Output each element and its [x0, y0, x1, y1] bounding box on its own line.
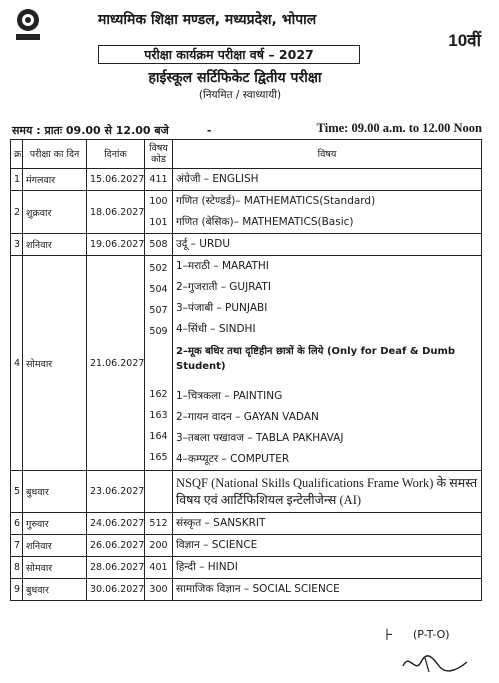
subject-code: 411	[149, 174, 168, 185]
subject-name: हिन्दी – HINDI	[176, 561, 238, 573]
subject-code: 507	[149, 305, 168, 316]
cell-code	[145, 535, 173, 557]
subject-name: गणित (बेसिक)– MATHEMATICS(Basic)	[176, 216, 354, 228]
cell-no: 6	[11, 513, 23, 535]
cell-no: 5	[11, 471, 23, 513]
subject-name: सामाजिक विज्ञान – SOCIAL SCIENCE	[176, 583, 340, 595]
cell-date: 26.06.2027	[87, 535, 145, 557]
cell-date: 30.06.2027	[87, 579, 145, 601]
subject-name: 1–चित्रकला – PAINTING	[176, 390, 283, 402]
cell-date: 18.06.2027	[87, 191, 145, 234]
col-header-code: विषय कोड	[145, 140, 173, 169]
cell-day: मंगलवार	[23, 169, 87, 191]
subject-code: 401	[149, 562, 168, 573]
subject-name: 2–गायन वादन – GAYAN VADAN	[176, 411, 319, 423]
table-row	[11, 579, 482, 601]
subject-code: 163	[149, 410, 168, 421]
cell-day: शनिवार	[23, 535, 87, 557]
subject-name: 1–मराठी – MARATHI	[176, 260, 269, 272]
col-header-subject: विषय	[173, 140, 482, 169]
subject-code: 200	[149, 540, 168, 551]
subject-name: NSQF (National Skills Qualifications Frame Work) के समस्त विषय एवं आर्टिफिशियल इन्टेलीजेन्स (AI)	[176, 475, 478, 507]
table-row	[11, 513, 482, 535]
subject-name: विज्ञान – SCIENCE	[176, 539, 258, 551]
cell-subject	[173, 557, 482, 579]
cell-date: 28.06.2027	[87, 557, 145, 579]
cell-no: 1	[11, 169, 23, 191]
cell-day: बुधवार	[23, 471, 87, 513]
cell-code	[145, 191, 173, 234]
cell-subject	[173, 535, 482, 557]
cell-date: 23.06.2027	[87, 471, 145, 513]
subject-code: 508	[149, 239, 168, 250]
special-note: 2–मूक बधिर तथा दृष्टिहीन छात्रों के लिये (Only for Deaf & Dumb Student)	[176, 346, 456, 372]
cell-no: 7	[11, 535, 23, 557]
subject-code: 504	[149, 284, 168, 295]
time-english: Time: 09.00 a.m. to 12.00 Noon	[316, 121, 482, 135]
subject-code	[148, 363, 169, 384]
exam-subtitle: हाईस्कूल सर्टिफिकेट द्वितीय परीक्षा	[148, 70, 322, 86]
cell-subject	[173, 579, 482, 601]
subject-name: 2–गुजराती – GUJRATI	[176, 281, 271, 293]
cell-day: सोमवार	[23, 557, 87, 579]
subject-code	[148, 342, 169, 363]
subject-name: अंग्रेजी – ENGLISH	[176, 173, 259, 185]
cell-date: 24.06.2027	[87, 513, 145, 535]
subject-name: उर्दू – URDU	[176, 238, 231, 250]
cell-date: 19.06.2027	[87, 234, 145, 256]
table-header-row	[11, 140, 482, 169]
cell-subject	[173, 471, 482, 513]
subject-code: 162	[149, 389, 168, 400]
subject-name: 3–तबला पखावज – TABLA PAKHAVAJ	[176, 432, 344, 444]
cell-subject	[173, 256, 482, 471]
cell-subject	[173, 234, 482, 256]
table-row	[11, 471, 482, 513]
subject-code: 300	[149, 584, 168, 595]
subject-code: 502	[149, 263, 168, 274]
table-row	[11, 191, 482, 234]
cell-date: 15.06.2027	[87, 169, 145, 191]
cell-day: शुक्रवार	[23, 191, 87, 234]
subject-code: 164	[149, 431, 168, 442]
cell-code	[145, 579, 173, 601]
subject-code	[148, 481, 169, 502]
cell-subject	[173, 169, 482, 191]
table-row	[11, 535, 482, 557]
cell-no: 2	[11, 191, 23, 234]
cell-code	[145, 256, 173, 471]
subject-name: 4–कम्प्यूटर – COMPUTER	[176, 453, 290, 465]
board-name: माध्यमिक शिक्षा मण्डल, मध्यप्रदेश, भोपाल	[98, 12, 317, 28]
cell-code	[145, 557, 173, 579]
col-header-date: दिनांक	[87, 140, 145, 169]
cell-code	[145, 513, 173, 535]
table-row	[11, 256, 482, 471]
subject-code: 100	[149, 196, 168, 207]
subject-name: 4–सिंधी – SINDHI	[176, 323, 256, 335]
subject-name: गणित (स्टेण्डर्ड)– MATHEMATICS(Standard)	[176, 195, 376, 207]
cell-day: सोमवार	[23, 256, 87, 471]
subject-name: 3–पंजाबी – PUNJABI	[176, 302, 268, 314]
subject-code: 165	[149, 452, 168, 463]
subject-code: 512	[149, 518, 168, 529]
cell-no: 9	[11, 579, 23, 601]
cell-day: बुधवार	[23, 579, 87, 601]
table-row	[11, 557, 482, 579]
col-header-no: क्र.	[11, 140, 23, 169]
cell-code	[145, 234, 173, 256]
pto-text: (P-T-O)	[413, 628, 450, 641]
cell-no: 3	[11, 234, 23, 256]
subject-name: संस्कृत – SANSKRIT	[176, 517, 266, 529]
cell-code	[145, 471, 173, 513]
cell-no: 8	[11, 557, 23, 579]
table-row	[11, 234, 482, 256]
cell-day: गुरुवार	[23, 513, 87, 535]
exam-programme-title: परीक्षा कार्यक्रम परीक्षा वर्ष – 2027	[98, 45, 360, 64]
cell-no: 4	[11, 256, 23, 471]
cell-subject	[173, 513, 482, 535]
col-header-day: परीक्षा का दिन	[23, 140, 87, 169]
handwritten-mark: ⊦	[385, 625, 394, 644]
cell-day: शनिवार	[23, 234, 87, 256]
exam-schedule-table	[10, 139, 482, 601]
subject-code: 101	[149, 217, 168, 228]
board-logo-icon	[14, 8, 42, 42]
cell-date: 21.06.2027	[87, 256, 145, 471]
cell-subject	[173, 191, 482, 234]
signature-icon	[395, 622, 485, 680]
cell-code	[145, 169, 173, 191]
subject-code: 509	[149, 326, 168, 337]
time-hindi: समय : प्रातः 09.00 से 12.00 बजे -	[12, 124, 212, 137]
class-tag: 10वीं	[448, 31, 481, 50]
exam-mode: (नियमित / स्वाध्यायी)	[198, 89, 282, 101]
table-row	[11, 169, 482, 191]
